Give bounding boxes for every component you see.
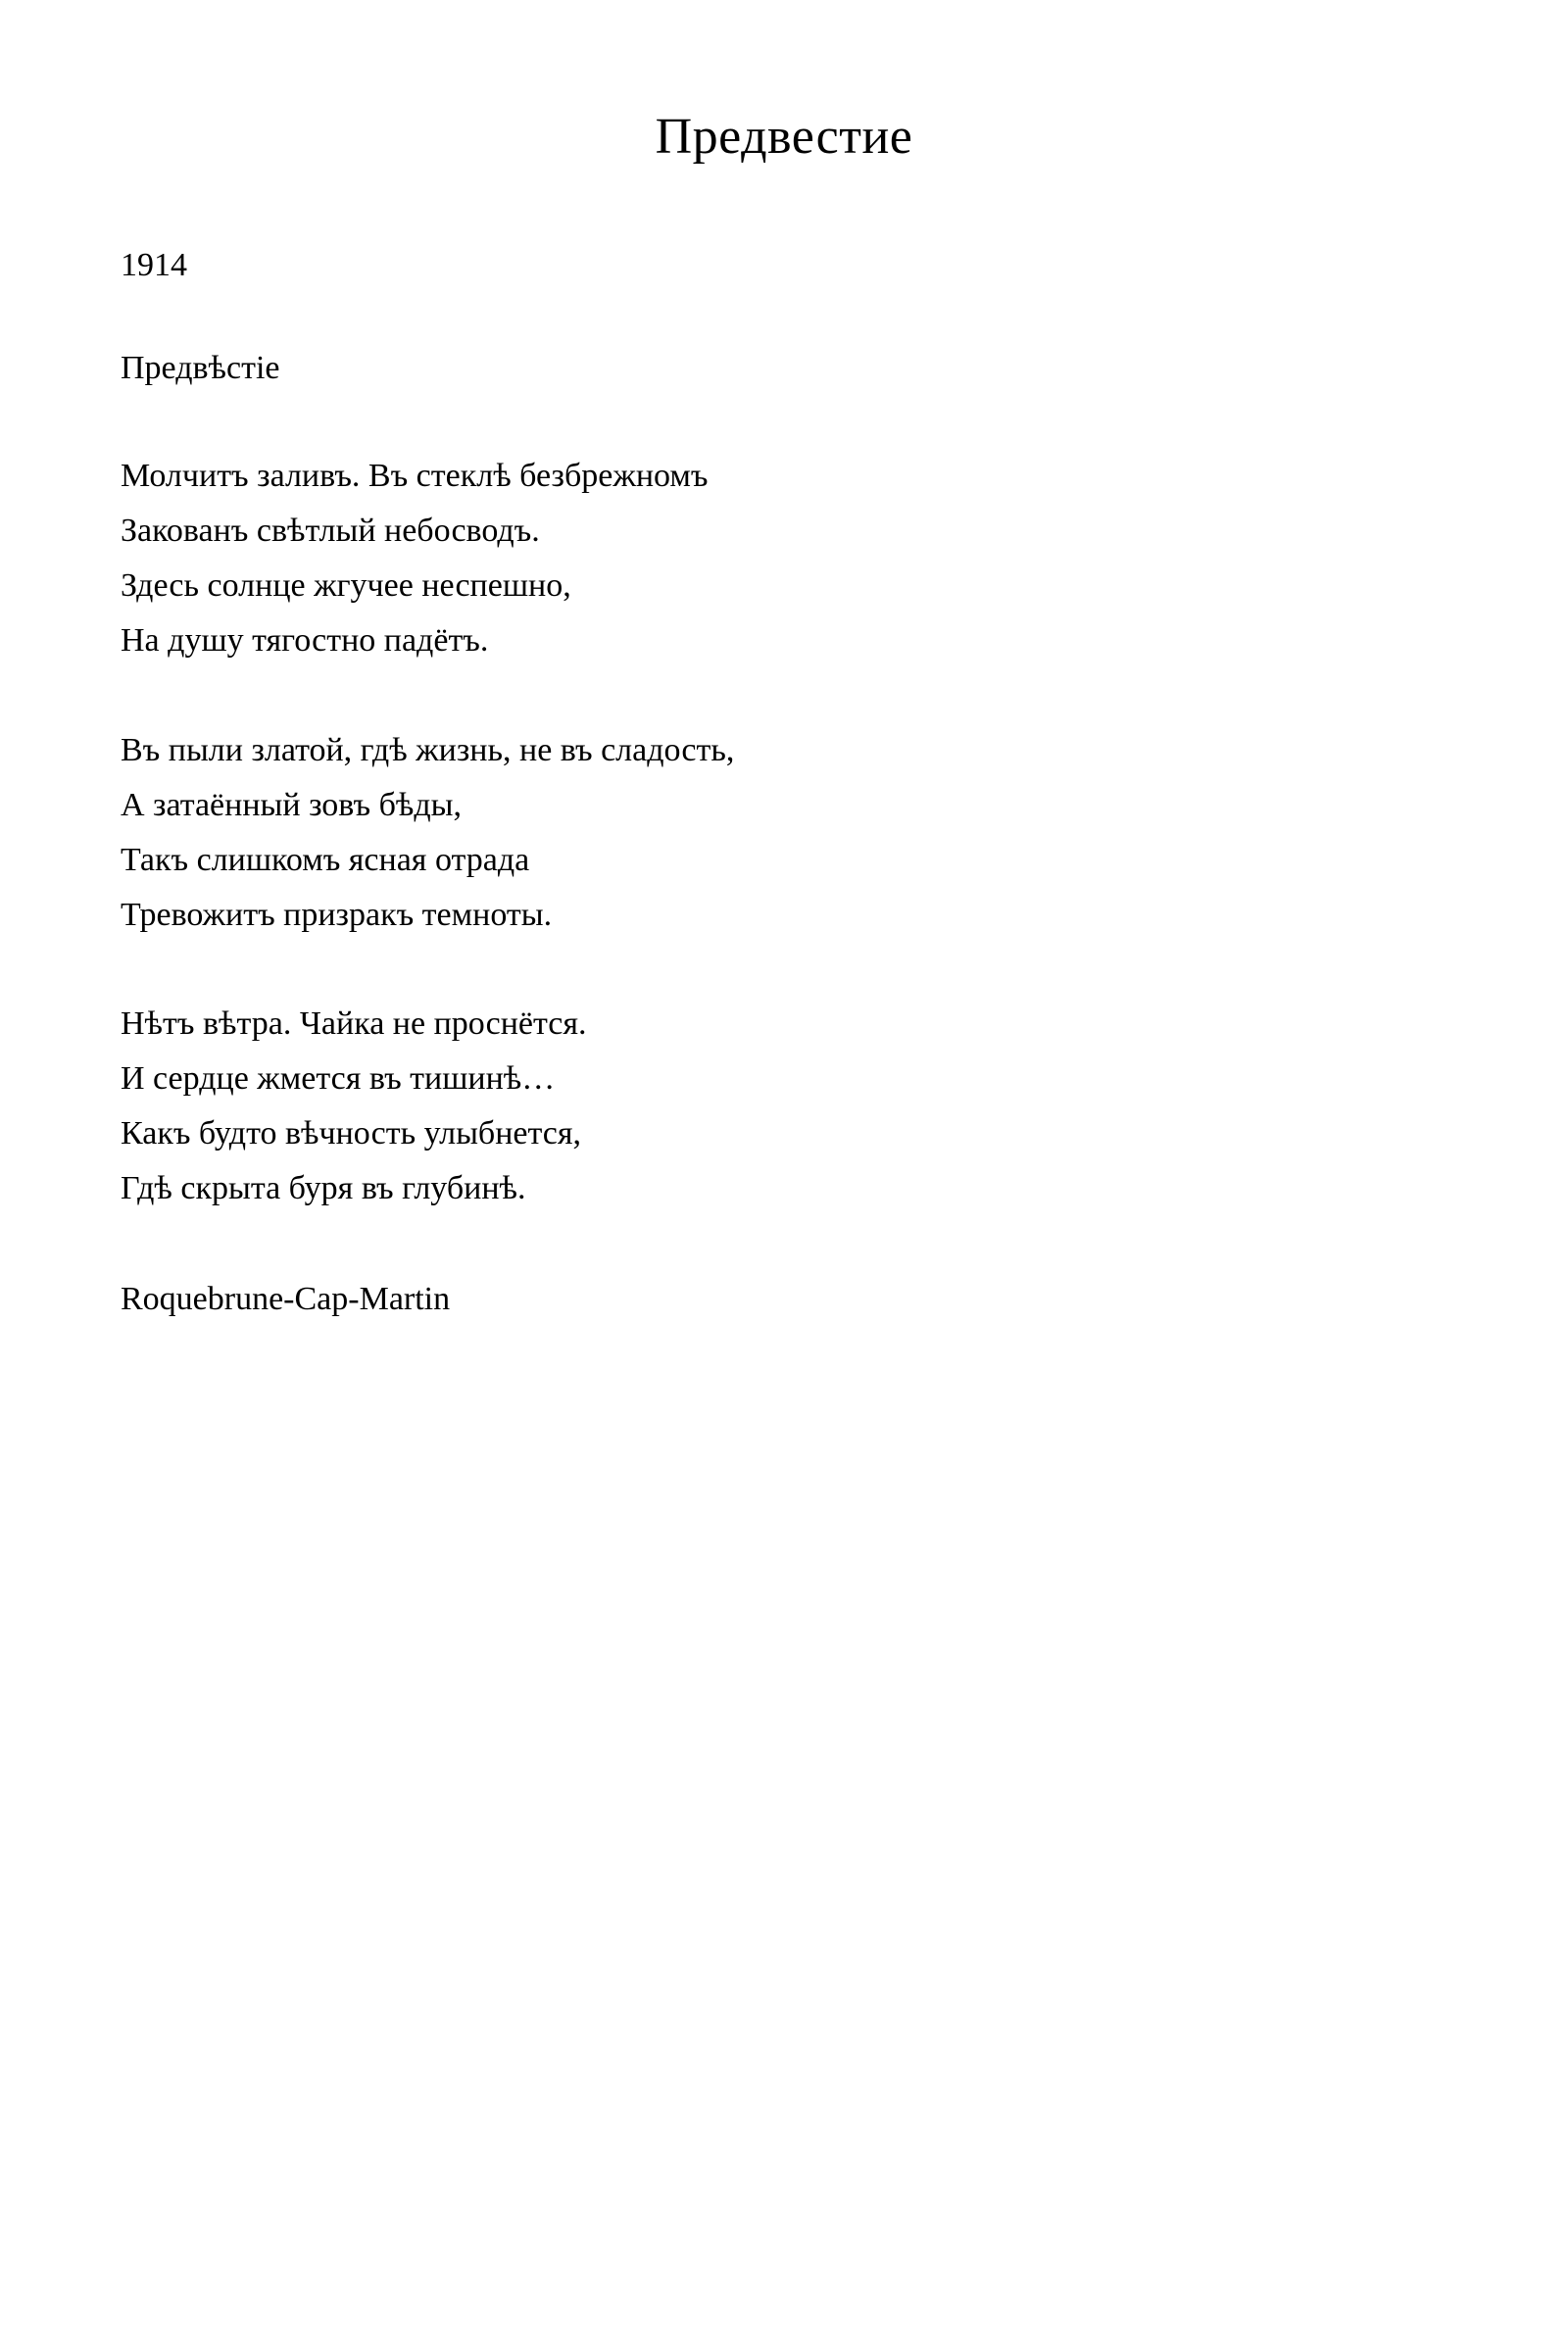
poem-line: Въ пыли златой, гдѣ жизнь, не въ сладость, xyxy=(121,732,735,768)
poem-year: 1914 xyxy=(121,247,187,283)
poem-stanza xyxy=(121,997,587,1216)
poem-line: И сердце жмется въ тишинѣ… xyxy=(121,1060,556,1097)
poem-line: Здесь солнце жгучее неспешно, xyxy=(121,567,571,604)
poem-line: Молчитъ заливъ. Въ стеклѣ безбрежномъ xyxy=(121,458,709,494)
poem-line: А затаённый зовъ бѣды, xyxy=(121,787,463,823)
poem-line: Закованъ свѣтлый небосводъ. xyxy=(121,513,540,549)
poem-stanza xyxy=(121,723,734,943)
poem-location: Roquebrune-Cap-Martin xyxy=(121,1281,451,1317)
page-title: Предвестие xyxy=(655,109,913,165)
poem-line: Нѣтъ вѣтра. Чайка не проснётся. xyxy=(121,1005,587,1042)
poem-stanza xyxy=(121,449,708,668)
poem-line: Какъ будто вѣчность улыбнется, xyxy=(121,1115,582,1152)
poem-line: На душу тягостно падётъ. xyxy=(121,622,489,659)
poem-subtitle: Предвѣстіе xyxy=(121,350,280,386)
poem-line: Гдѣ скрыта буря въ глубинѣ. xyxy=(121,1170,526,1206)
poem-line: Тревожитъ призракъ темноты. xyxy=(121,897,553,933)
poem-line: Такъ слишкомъ ясная отрада xyxy=(121,842,530,878)
